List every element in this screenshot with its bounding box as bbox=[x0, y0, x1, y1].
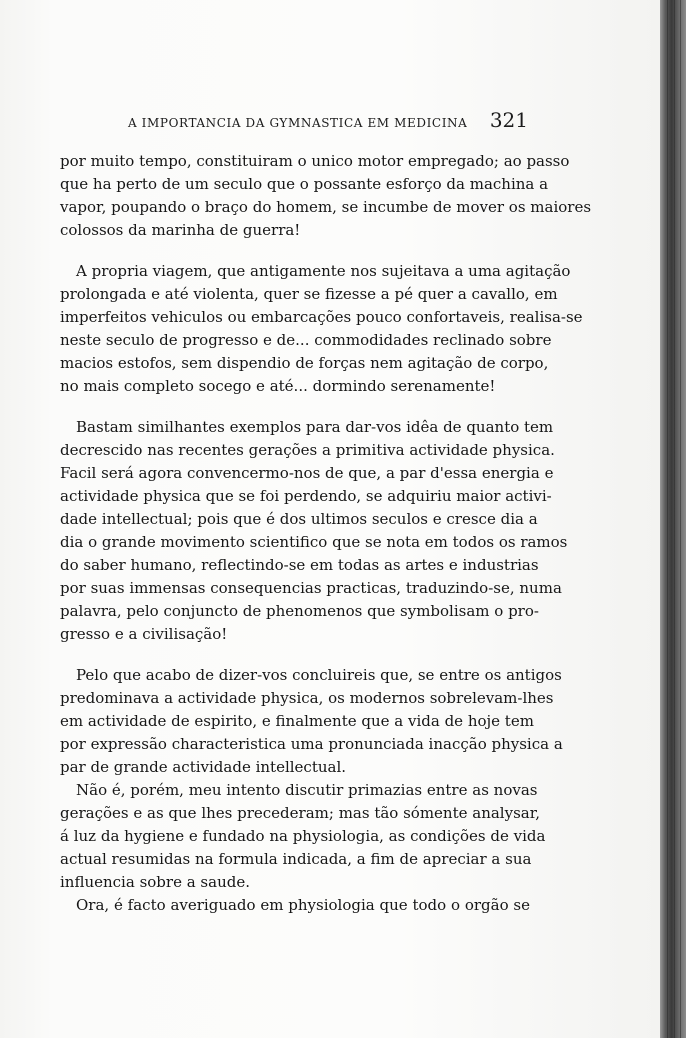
text-line: por suas immensas consequencias practicas, traduzindo-se, numa bbox=[60, 579, 562, 597]
text-line: macios estofos, sem dispendio de forças nem agitação de corpo, bbox=[60, 354, 549, 372]
paragraph bbox=[60, 894, 530, 917]
text-line: Ora, é facto averiguado em physiologia que todo o orgão se bbox=[76, 896, 530, 914]
edge-line bbox=[680, 0, 681, 1038]
edge-line bbox=[674, 0, 675, 1038]
text-line: predominava a actividade physica, os modernos sobrelevam-lhes bbox=[60, 689, 554, 707]
text-line: no mais completo socego e até... dormindo serenamente! bbox=[60, 377, 496, 395]
text-line: neste seculo de progresso e de... commodidades reclinado sobre bbox=[60, 331, 552, 349]
paragraph bbox=[60, 150, 592, 242]
edge-line bbox=[667, 0, 668, 1038]
text-line: colossos da marinha de guerra! bbox=[60, 221, 301, 239]
text-line: Bastam similhantes exemplos para dar-vos idêa de quanto tem bbox=[76, 418, 554, 436]
body-text bbox=[60, 150, 592, 917]
text-line: por muito tempo, constituiram o unico motor empregado; ao passo bbox=[60, 152, 570, 170]
text-line: actual resumidas na formula indicada, a fim de apreciar a sua bbox=[60, 850, 532, 868]
text-line: que ha perto de um seculo que o possante esforço da machina a bbox=[60, 175, 549, 193]
running-head: A IMPORTANCIA DA GYMNASTICA EM MEDICINA bbox=[128, 116, 468, 130]
text-line: palavra, pelo conjuncto de phenomenos que symbolisam o pro- bbox=[60, 602, 539, 620]
text-line: gresso e a civilisação! bbox=[60, 625, 228, 643]
book-edge bbox=[660, 0, 686, 1038]
page-number: 321 bbox=[489, 108, 528, 132]
text-line: Não é, porém, meu intento discutir primazias entre as novas bbox=[76, 781, 538, 799]
text-line: Facil será agora convencermo-nos de que, a par d'essa energia e bbox=[60, 464, 554, 482]
paragraph bbox=[60, 260, 583, 398]
text-line: dade intellectual; pois que é dos ultimos seculos e cresce dia a bbox=[60, 510, 538, 528]
text-line: gerações e as que lhes precederam; mas tão sómente analysar, bbox=[60, 804, 541, 822]
text-line: em actividade de espirito, e finalmente que a vida de hoje tem bbox=[60, 712, 534, 730]
text-line: dia o grande movimento scientifico que se nota em todos os ramos bbox=[60, 533, 568, 551]
page-header bbox=[60, 104, 528, 134]
text-line: Pelo que acabo de dizer-vos concluireis que, se entre os antigos bbox=[76, 666, 562, 684]
text-line: prolongada e até violenta, quer se fizesse a pé quer a cavallo, em bbox=[60, 285, 558, 303]
text-line: vapor, poupando o braço do homem, se incumbe de mover os maiores bbox=[60, 198, 592, 216]
text-line: imperfeitos vehiculos ou embarcações pouco confortaveis, realisa-se bbox=[60, 308, 583, 326]
paragraph bbox=[60, 416, 568, 646]
text-line: A propria viagem, que antigamente nos sujeitava a uma agitação bbox=[76, 262, 571, 280]
paragraph bbox=[60, 779, 546, 894]
text-line: por expressão characteristica uma pronunciada inacção physica a bbox=[60, 735, 563, 753]
text-line: do saber humano, reflectindo-se em todas as artes e industrias bbox=[60, 556, 539, 574]
text-line: par de grande actividade intellectual. bbox=[60, 758, 347, 776]
paragraph bbox=[60, 664, 563, 779]
text-line: influencia sobre a saude. bbox=[60, 873, 250, 891]
text-line: decrescido nas recentes gerações a primitiva actividade physica. bbox=[60, 441, 555, 459]
text-line: á luz da hygiene e fundado na physiologia, as condições de vida bbox=[60, 827, 546, 845]
text-line: actividade physica que se foi perdendo, se adquiriu maior activi- bbox=[60, 487, 552, 505]
